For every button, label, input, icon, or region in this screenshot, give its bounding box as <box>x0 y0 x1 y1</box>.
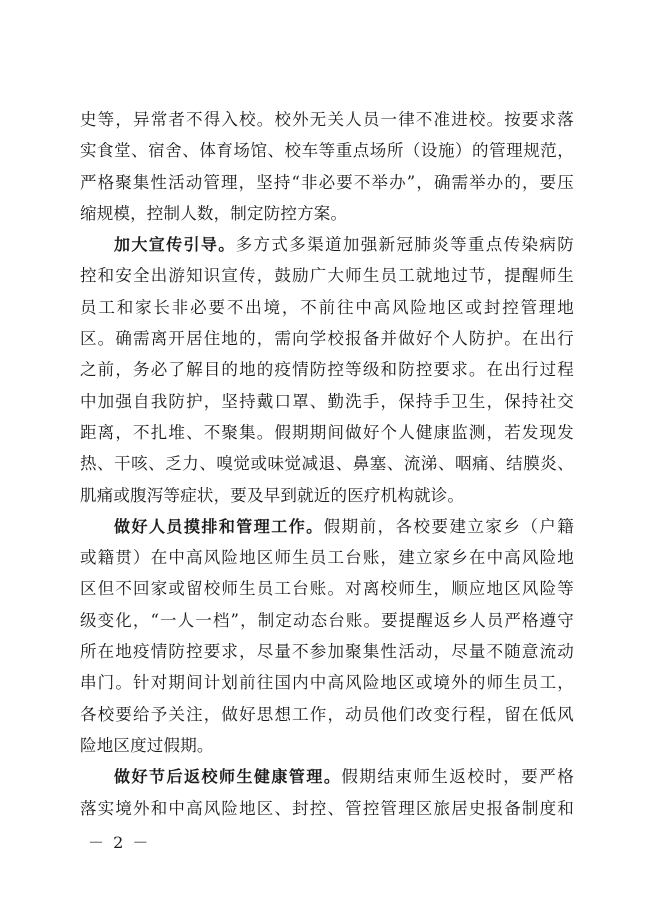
section-heading: 做好节后返校师生健康管理。 <box>114 767 342 787</box>
text-line <box>80 167 574 198</box>
text-line <box>80 573 574 604</box>
text-line <box>80 636 574 667</box>
line-text: 控和安全出游知识宣传，鼓励广大师生员工就地过节，提醒师生 <box>80 266 574 286</box>
text-line <box>80 448 574 479</box>
paragraph-heading-line <box>80 229 574 260</box>
line-text: 距离，不扎堆、不聚集。假期期间做好个人健康监测，若发现发 <box>80 422 574 442</box>
line-text: 各校要给予关注，做好思想工作，动员他们改变行程，留在低风 <box>80 704 574 724</box>
text-line <box>80 354 574 385</box>
text-line <box>80 667 574 698</box>
line-text: 险地区度过假期。 <box>80 735 214 755</box>
line-text: 所在地疫情防控要求，尽量不参加聚集性活动，尽量不随意流动 <box>80 642 574 662</box>
section-heading: 加大宣传引导。 <box>114 235 236 255</box>
line-text: 多方式多渠道加强新冠肺炎等重点传染病防 <box>235 235 574 255</box>
line-text: 肌痛或腹泻等症状，要及早到就近的医疗机构就诊。 <box>80 485 465 505</box>
line-text: 员工和家长非必要不出境，不前往中高风险地区或封控管理地 <box>80 297 574 317</box>
line-text: 假期前，各校要建立家乡（户籍 <box>323 516 574 536</box>
text-line <box>80 260 574 291</box>
line-text: 或籍贯）在中高风险地区师生员工台账，建立家乡在中高风险地 <box>80 548 574 568</box>
paragraph-heading-line <box>80 511 574 542</box>
section-heading: 做好人员摸排和管理工作。 <box>114 516 324 536</box>
text-line <box>80 605 574 636</box>
line-text: 落实境外和中高风险地区、封控、管控管理区旅居史报备制度和 <box>80 798 574 818</box>
paragraph-heading-line <box>80 761 574 792</box>
text-line <box>80 198 574 229</box>
text-line <box>80 480 574 511</box>
text-line <box>80 104 574 135</box>
line-text: 串门。针对期间计划前往国内中高风险地区或境外的师生员工， <box>80 673 574 693</box>
line-text: 之前，务必了解目的地的疫情防控等级和防控要求。在出行过程 <box>80 360 574 380</box>
line-text: 缩规模，控制人数，制定防控方案。 <box>80 203 348 223</box>
text-line <box>80 793 574 824</box>
line-text: 严格聚集性活动管理，坚持“非必要不举办”，确需举办的，要压 <box>80 172 574 192</box>
text-line <box>80 417 574 448</box>
page-number: － 2 － <box>88 833 151 852</box>
text-line <box>80 699 574 730</box>
text-line <box>80 386 574 417</box>
text-line <box>80 323 574 354</box>
body-text <box>80 104 574 824</box>
text-line <box>80 730 574 761</box>
line-text: 区。确需离开居住地的，需向学校报备并做好个人防护。在出行 <box>80 329 574 349</box>
text-line <box>80 135 574 166</box>
line-text: 假期结束师生返校时，要严格 <box>341 767 574 787</box>
line-text: 史等，异常者不得入校。校外无关人员一律不准进校。按要求落 <box>80 110 574 129</box>
line-text: 热、干咳、乏力、嗅觉或味觉减退、鼻塞、流涕、咽痛、结膜炎、 <box>80 454 574 474</box>
text-line <box>80 292 574 323</box>
line-text: 级变化，“一人一档”，制定动态台账。要提醒返乡人员严格遵守 <box>80 610 574 630</box>
line-text: 中加强自我防护，坚持戴口罩、勤洗手，保持手卫生，保持社交 <box>80 391 574 411</box>
line-text: 实食堂、宿舍、体育场馆、校车等重点场所（设施）的管理规范， <box>80 141 574 161</box>
text-line <box>80 542 574 573</box>
line-text: 区但不回家或留校师生员工台账。对离校师生，顺应地区风险等 <box>80 579 574 599</box>
